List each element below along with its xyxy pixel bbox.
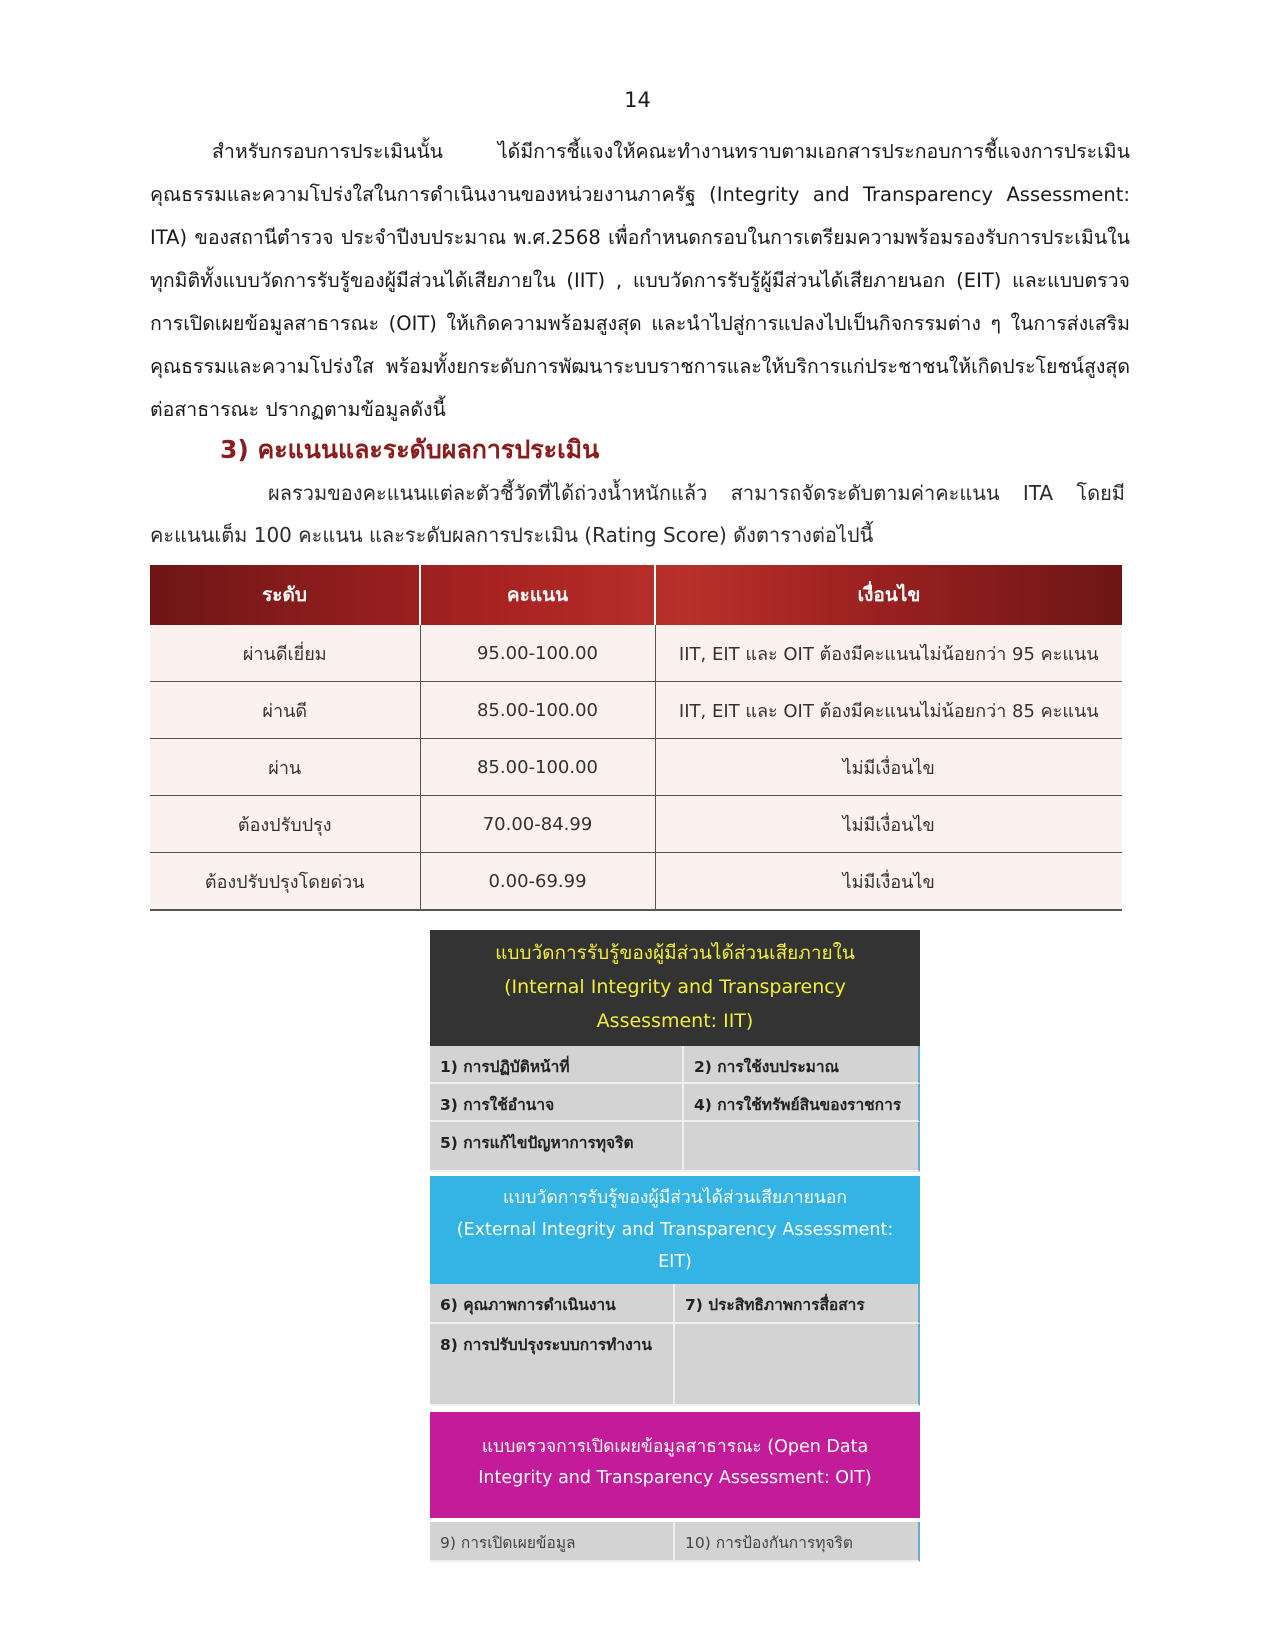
section-intro-text: ผลรวมของคะแนนแต่ละตัวชี้วัดที่ได้ถ่วงน้ำหนักแล้ว สามารถจัดระดับตามค่าคะแนน ITA โดยมีคะแนนเต็ม 100 คะแนน และระดับผลการประเมิน (Rating Score) ดังตารางต่อไปนี้ — [150, 481, 1125, 547]
indicator-item: 7) ประสิทธิภาพการสื่อสาร — [675, 1284, 920, 1324]
table-row — [150, 682, 1122, 739]
column-header-score: คะแนน — [420, 565, 655, 625]
page-number: 14 — [624, 88, 651, 112]
indicator-item: 8) การปรับปรุงระบบการทำงาน — [430, 1324, 675, 1406]
table-row — [150, 625, 1122, 682]
level-cell: ต้องปรับปรุงโดยด่วน — [150, 853, 420, 911]
indicator-item: 10) การป้องกันการทุจริต — [675, 1522, 920, 1562]
ita-framework-infographic — [430, 930, 920, 1562]
table-row — [150, 739, 1122, 796]
level-cell: ผ่านดี — [150, 682, 420, 739]
score-cell: 70.00-84.99 — [420, 796, 655, 853]
score-cell: 85.00-100.00 — [420, 682, 655, 739]
indicator-item: 4) การใช้ทรัพย์สินของราชการ — [684, 1084, 920, 1122]
table-row — [150, 853, 1122, 911]
iit-indicator-grid — [430, 1046, 920, 1172]
section-heading: 3) คะแนนและระดับผลการประเมิน — [220, 435, 600, 464]
rating-table-header — [150, 565, 1122, 625]
condition-cell: ไม่มีเงื่อนไข — [655, 796, 1122, 853]
indicator-item: 3) การใช้อำนาจ — [430, 1084, 684, 1122]
score-cell: 95.00-100.00 — [420, 625, 655, 682]
section-intro — [150, 472, 1125, 556]
eit-indicator-grid — [430, 1284, 920, 1406]
eit-title-en: (External Integrity and Transparency Assessment: EIT) — [456, 1220, 894, 1272]
column-header-condition: เงื่อนไข — [857, 584, 921, 606]
iit-header — [430, 930, 920, 1046]
empty-cell — [675, 1324, 920, 1406]
column-header-level: ระดับ — [150, 565, 420, 625]
iit-title-en: (Internal Integrity and Transparency Assessment: IIT) — [504, 976, 846, 1032]
level-cell: ต้องปรับปรุง — [150, 796, 420, 853]
iit-title-th: แบบวัดการรับรู้ของผู้มีส่วนได้ส่วนเสียภายใน — [495, 942, 855, 964]
level-cell: ผ่าน — [150, 739, 420, 796]
level-cell: ผ่านดีเยี่ยม — [150, 625, 420, 682]
oit-header: แบบตรวจการเปิดเผยข้อมูลสาธารณะ (Open Data Integrity and Transparency Assessment: OIT) — [430, 1412, 920, 1518]
condition-cell: ไม่มีเงื่อนไข — [655, 739, 1122, 796]
indicator-item: 1) การปฏิบัติหน้าที่ — [430, 1046, 684, 1084]
empty-cell — [684, 1122, 920, 1172]
score-cell: 85.00-100.00 — [420, 739, 655, 796]
table-row — [150, 796, 1122, 853]
condition-cell: IIT, EIT และ OIT ต้องมีคะแนนไม่น้อยกว่า 95 คะแนน — [655, 625, 1122, 682]
eit-title-th: แบบวัดการรับรู้ของผู้มีส่วนได้ส่วนเสียภายนอก — [503, 1188, 847, 1208]
eit-header — [430, 1176, 920, 1284]
indicator-item: 9) การเปิดเผยข้อมูล — [430, 1522, 675, 1562]
condition-cell: IIT, EIT และ OIT ต้องมีคะแนนไม่น้อยกว่า 85 คะแนน — [655, 682, 1122, 739]
oit-indicator-grid — [430, 1518, 920, 1562]
body-paragraph-text: สำหรับกรอบการประเมินนั้น ได้มีการชี้แจงให้คณะทำงานทราบตามเอกสารประกอบการชี้แจงการประเมินคุณธรรมและความโปร่งใสในการดำเนินงานของหน่วยงานภาครัฐ (Integrity and Transparency Assessment: ITA) ของสถานีตำรวจ ประจำปีงบประมาณ พ.ศ.2568 เพื่อกำหนดกรอบในการเตรียมความพร้อมรองรับการประเมินในทุกมิติทั้งแบบวัดการรับรู้ของผู้มีส่วนได้เสียภายใน (IIT) , แบบวัดการรับรู้ผู้มีส่วนได้เสียภายนอก (EIT) และแบบตรวจการเปิดเผยข้อมูลสาธารณะ (OIT) ให้เกิดความพร้อมสูงสุด และนำไปสู่การแปลงไปเป็นกิจกรรมต่าง ๆ ในการส่งเสริมคุณธรรมและความโปร่งใส พร้อมทั้งยกระดับการพัฒนาระบบราชการและให้บริการแก่ประชาชนให้เกิดประโยชน์สูงสุดต่อสาธารณะ ปรากฏตามข้อมูลดังนี้ — [150, 140, 1130, 421]
indicator-item: 6) คุณภาพการดำเนินงาน — [430, 1284, 675, 1324]
body-paragraph — [150, 130, 1130, 431]
indicator-item: 2) การใช้งบประมาณ — [684, 1046, 920, 1084]
score-cell: 0.00-69.99 — [420, 853, 655, 911]
rating-table — [150, 565, 1122, 911]
indicator-item: 5) การแก้ไขปัญหาการทุจริต — [430, 1122, 684, 1172]
condition-cell: ไม่มีเงื่อนไข — [655, 853, 1122, 911]
